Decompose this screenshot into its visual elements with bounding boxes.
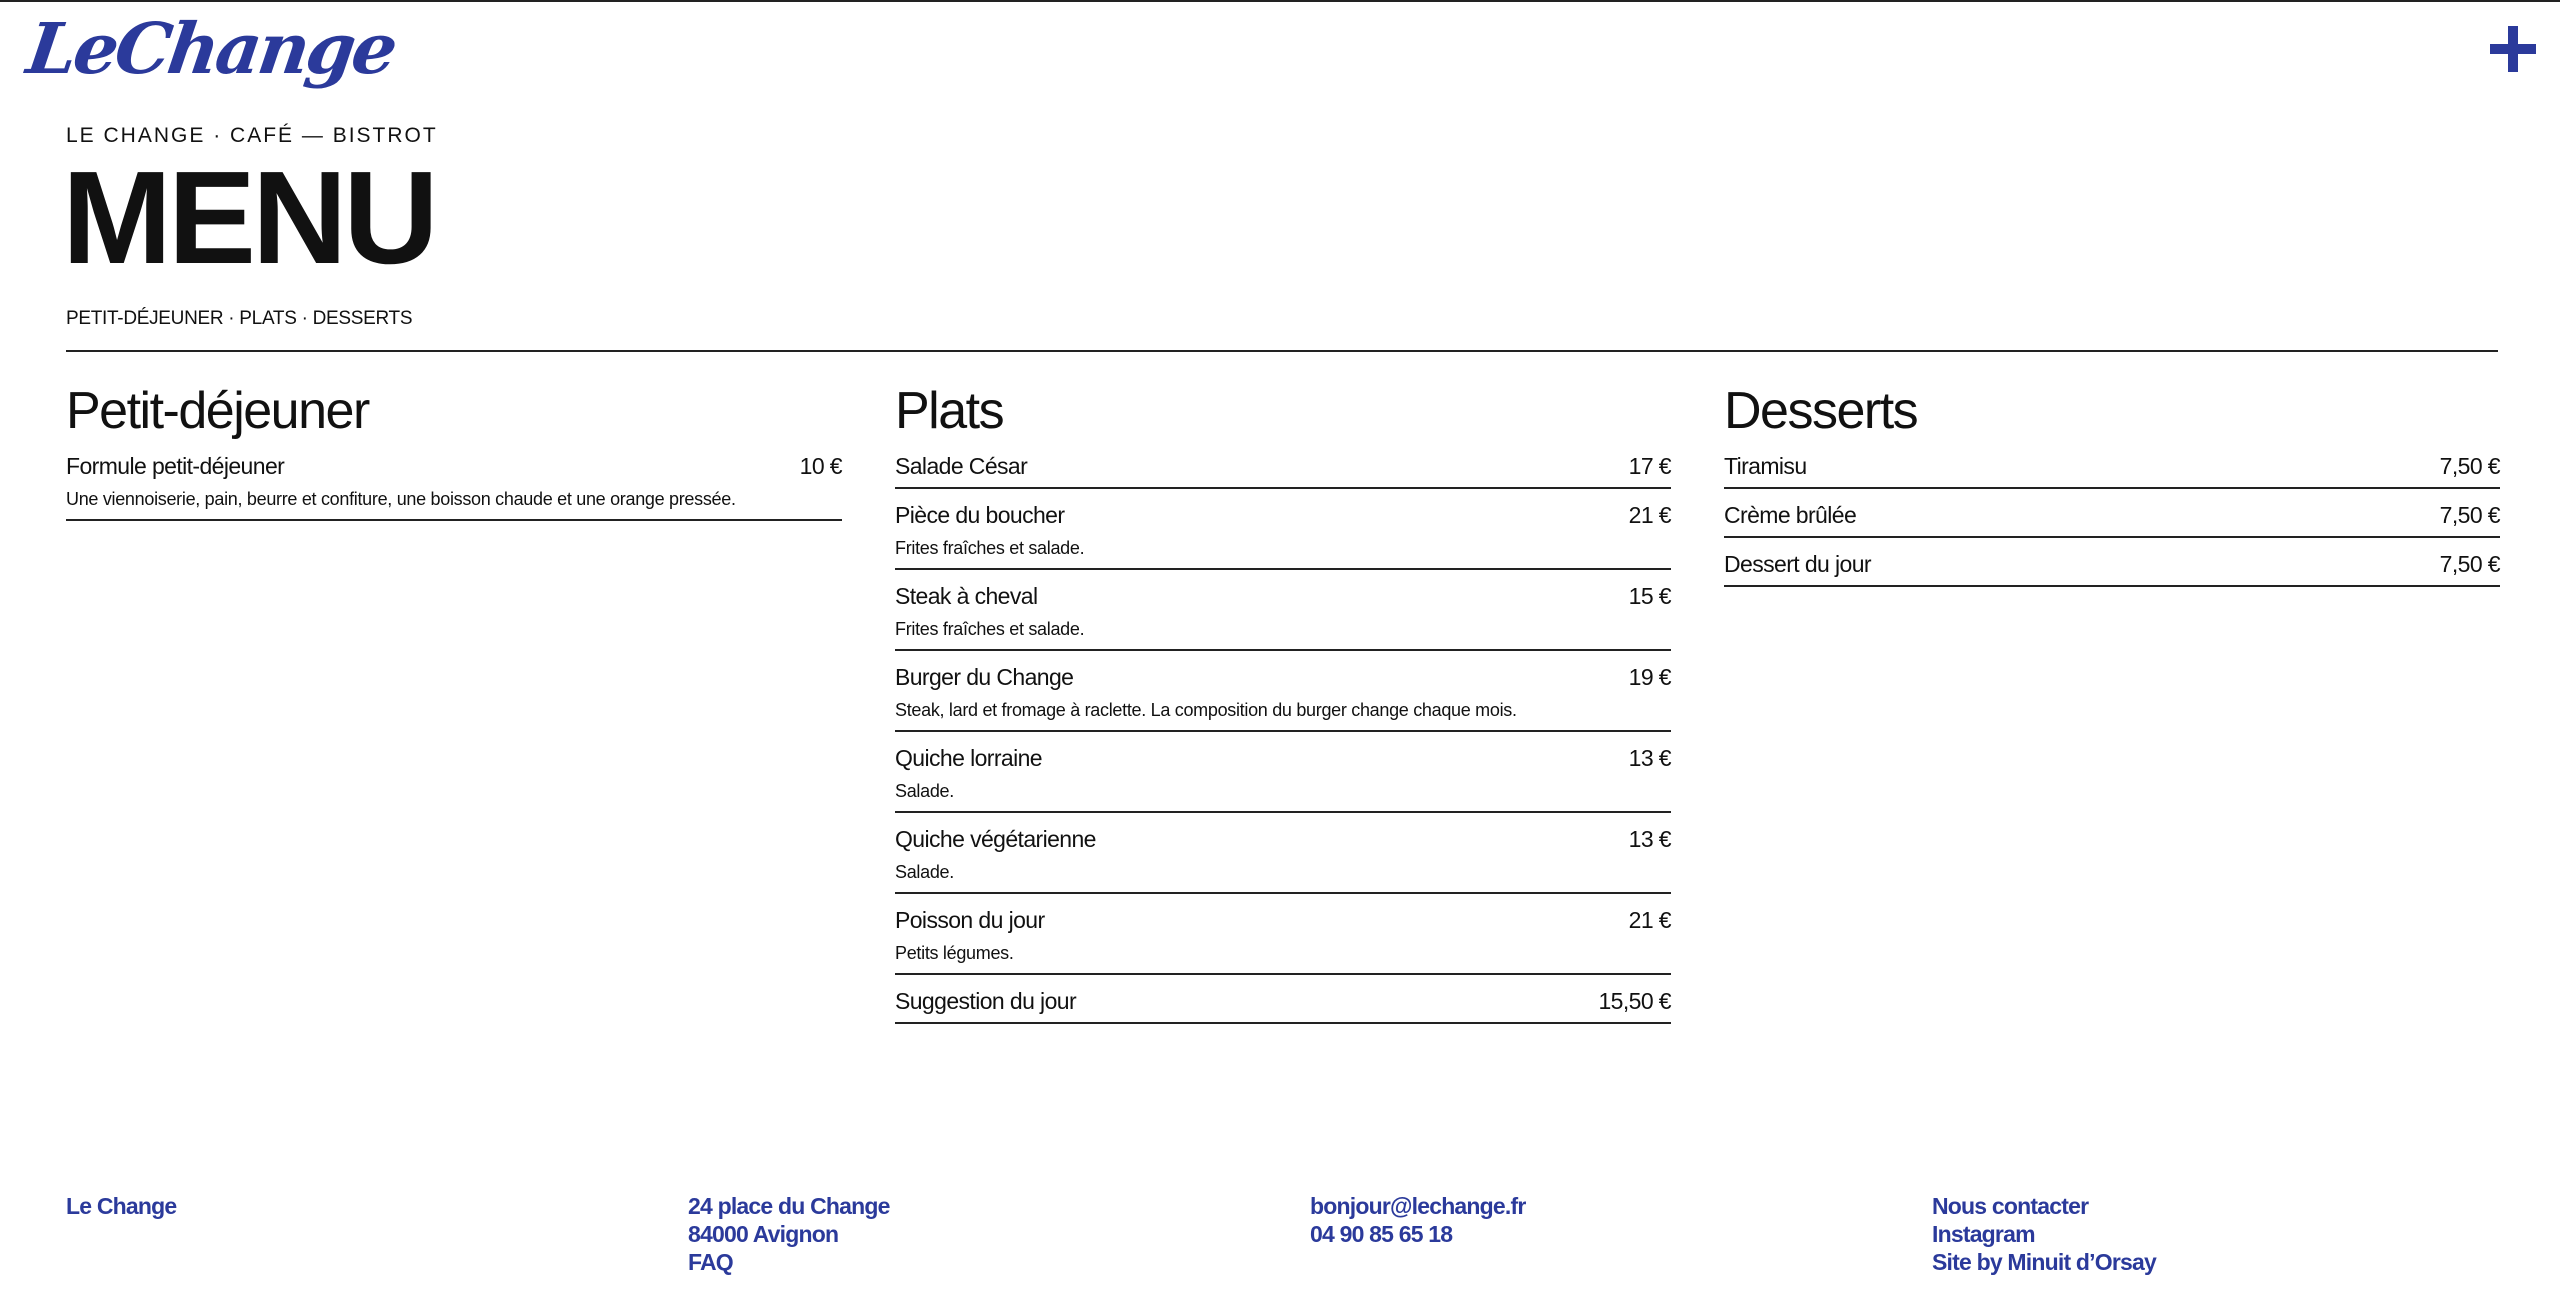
menu-item-price: 17 € — [1628, 453, 1671, 479]
menu-item — [1724, 489, 2500, 538]
menu-item — [895, 489, 1671, 570]
menu-item-row — [895, 582, 1671, 610]
menu-item-row — [1724, 501, 2500, 529]
menu-item-name: Tiramisu — [1724, 453, 1807, 479]
menu-item — [895, 651, 1671, 732]
menu-item-description: Petits légumes. — [895, 943, 1014, 963]
menu-item-row — [1724, 452, 2500, 480]
footer-email-link[interactable]: bonjour@lechange.fr — [1310, 1193, 1526, 1219]
footer-col-name — [66, 1192, 626, 1220]
page-eyebrow: LE CHANGE · CAFÉ — BISTROT — [66, 124, 438, 147]
menu-item-row — [66, 452, 842, 480]
menu-item-price: 7,50 € — [2439, 551, 2500, 577]
footer-credit-link[interactable]: Site by Minuit d’Orsay — [1932, 1249, 2156, 1275]
menu-item-description: Une viennoiserie, pain, beurre et confiture, une boisson chaude et une orange pressée. — [66, 489, 736, 509]
menu-item-price: 13 € — [1628, 745, 1671, 771]
menu-item-name: Formule petit-déjeuner — [66, 453, 285, 479]
menu-item-row — [895, 501, 1671, 529]
menu-item-price: 15 € — [1628, 583, 1671, 609]
footer-address-line1[interactable]: 24 place du Change — [688, 1193, 890, 1219]
footer-home-link[interactable]: Le Change — [66, 1193, 177, 1219]
sections-nav: PETIT-DÉJEUNER · PLATS · DESSERTS — [66, 308, 413, 329]
menu-item-name: Salade César — [895, 453, 1028, 479]
plus-icon[interactable] — [2490, 26, 2536, 72]
menu-item-name: Quiche lorraine — [895, 745, 1042, 771]
menu-item-name: Quiche végétarienne — [895, 826, 1096, 852]
menu-item-price: 13 € — [1628, 826, 1671, 852]
menu-item — [895, 894, 1671, 975]
footer-instagram-link[interactable]: Instagram — [1932, 1221, 2035, 1247]
menu-item — [1724, 444, 2500, 489]
page-title: MENU — [62, 144, 435, 291]
menu-section-mains — [895, 378, 1671, 1024]
section-title: Petit-déjeuner — [66, 382, 369, 440]
footer-contact-link[interactable]: Nous contacter — [1932, 1193, 2089, 1219]
menu-item-name: Poisson du jour — [895, 907, 1045, 933]
menu-item-name: Dessert du jour — [1724, 551, 1871, 577]
menu-item-name: Suggestion du jour — [895, 988, 1077, 1014]
footer-phone-link[interactable]: 04 90 85 65 18 — [1310, 1221, 1453, 1247]
menu-section-breakfast — [66, 378, 842, 521]
menu-item-row — [895, 744, 1671, 772]
menu-item-price: 21 € — [1628, 907, 1671, 933]
footer-address-line2[interactable]: 84000 Avignon — [688, 1221, 839, 1247]
menu-item-row — [895, 825, 1671, 853]
menu-item-row — [895, 906, 1671, 934]
menu-item-name: Steak à cheval — [895, 583, 1038, 609]
menu-item-price: 7,50 € — [2439, 502, 2500, 528]
menu-item-name: Crème brûlée — [1724, 502, 1857, 528]
menu-item-name: Pièce du boucher — [895, 502, 1065, 528]
menu-item-row — [895, 452, 1671, 480]
menu-item-description: Frites fraîches et salade. — [895, 619, 1085, 639]
footer-faq-link[interactable]: FAQ — [688, 1249, 733, 1275]
menu-item — [1724, 538, 2500, 587]
footer-col-links — [1932, 1192, 2492, 1276]
menu-item-price: 15,50 € — [1598, 988, 1671, 1014]
menu-item-row — [895, 987, 1671, 1015]
menu-item-name: Burger du Change — [895, 664, 1074, 690]
menu-section-desserts — [1724, 378, 2500, 587]
menu-item-price: 19 € — [1628, 664, 1671, 690]
menu-item-price: 7,50 € — [2439, 453, 2500, 479]
menu-item — [895, 444, 1671, 489]
header-divider — [66, 350, 2498, 352]
menu-item — [895, 732, 1671, 813]
menu-item — [895, 975, 1671, 1024]
menu-item-description: Salade. — [895, 781, 954, 801]
menu-item-row — [895, 663, 1671, 691]
footer-col-address — [688, 1192, 1248, 1276]
menu-item — [895, 570, 1671, 651]
menu-item-price: 21 € — [1628, 502, 1671, 528]
menu-item — [895, 813, 1671, 894]
section-title: Desserts — [1724, 382, 1918, 440]
footer-col-contact — [1310, 1192, 1870, 1248]
menu-item — [66, 444, 842, 521]
section-title: Plats — [895, 382, 1004, 440]
menu-item-description: Steak, lard et fromage à raclette. La composition du burger change chaque mois. — [895, 700, 1517, 720]
menu-item-description: Salade. — [895, 862, 954, 882]
menu-item-price: 10 € — [799, 453, 842, 479]
site-logo[interactable]: LeChange — [22, 7, 400, 90]
menu-item-description: Frites fraîches et salade. — [895, 538, 1085, 558]
menu-item-row — [1724, 550, 2500, 578]
